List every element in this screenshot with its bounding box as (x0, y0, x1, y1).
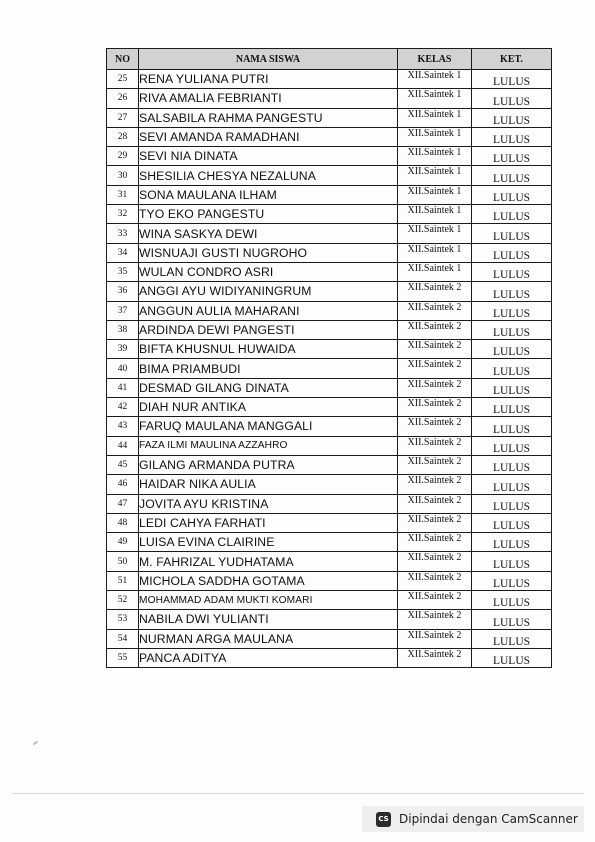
cell-no: 26 (107, 89, 139, 108)
cell-nama-siswa: HAIDAR NIKA AULIA (139, 475, 398, 494)
cell-kelas: XII.Saintek 1 (398, 166, 472, 185)
table-row (107, 494, 552, 513)
cell-ket: LULUS (472, 378, 552, 397)
table-row (107, 571, 552, 590)
table-row (107, 205, 552, 224)
table-row (107, 89, 552, 108)
table-row (107, 243, 552, 262)
cell-nama-siswa: WINA SASKYA DEWI (139, 224, 398, 243)
cell-ket: LULUS (472, 205, 552, 224)
cell-nama-siswa: SEVI AMANDA RAMADHANI (139, 127, 398, 146)
cell-kelas: XII.Saintek 2 (398, 552, 472, 571)
cell-kelas: XII.Saintek 2 (398, 320, 472, 339)
cell-kelas: XII.Saintek 2 (398, 513, 472, 532)
cell-nama-siswa: SEVI NIA DINATA (139, 147, 398, 166)
cell-kelas: XII.Saintek 2 (398, 340, 472, 359)
cell-kelas: XII.Saintek 2 (398, 475, 472, 494)
cell-nama-siswa: WULAN CONDRO ASRI (139, 262, 398, 281)
cell-nama-siswa: TYO EKO PANGESTU (139, 205, 398, 224)
cell-no: 50 (107, 552, 139, 571)
cell-ket: LULUS (472, 262, 552, 281)
cell-no: 33 (107, 224, 139, 243)
cell-ket: LULUS (472, 320, 552, 339)
table-row (107, 282, 552, 301)
cell-ket: LULUS (472, 127, 552, 146)
cell-ket: LULUS (472, 629, 552, 648)
cell-no: 38 (107, 320, 139, 339)
graduation-table (106, 48, 552, 668)
cell-no: 29 (107, 147, 139, 166)
cell-ket: LULUS (472, 359, 552, 378)
cell-nama-siswa: FAZA ILMI MAULINA AZZAHRO (139, 436, 398, 455)
cell-nama-siswa: SHESILIA CHESYA NEZALUNA (139, 166, 398, 185)
cell-ket: LULUS (472, 70, 552, 89)
table-row (107, 417, 552, 436)
cell-no: 40 (107, 359, 139, 378)
cell-ket: LULUS (472, 340, 552, 359)
table-row (107, 185, 552, 204)
cell-no: 30 (107, 166, 139, 185)
cell-ket: LULUS (472, 398, 552, 417)
cell-ket: LULUS (472, 185, 552, 204)
cell-no: 46 (107, 475, 139, 494)
cell-ket: LULUS (472, 533, 552, 552)
table-row (107, 475, 552, 494)
cell-kelas: XII.Saintek 1 (398, 70, 472, 89)
camscanner-text: Dipindai dengan CamScanner (399, 812, 578, 826)
cell-nama-siswa: LUISA EVINA CLAIRINE (139, 533, 398, 552)
cell-ket: LULUS (472, 552, 552, 571)
cell-ket: LULUS (472, 417, 552, 436)
cell-nama-siswa: NABILA DWI YULIANTI (139, 610, 398, 629)
table-row (107, 340, 552, 359)
camscanner-watermark (362, 806, 584, 832)
cell-ket: LULUS (472, 108, 552, 127)
cell-ket: LULUS (472, 591, 552, 610)
table-row (107, 108, 552, 127)
cell-ket: LULUS (472, 610, 552, 629)
cell-no: 55 (107, 648, 139, 667)
table-row (107, 127, 552, 146)
cell-ket: LULUS (472, 89, 552, 108)
cell-ket: LULUS (472, 282, 552, 301)
table-header-row (107, 49, 552, 70)
cell-nama-siswa: MOHAMMAD ADAM MUKTI KOMARI (139, 591, 398, 610)
cell-kelas: XII.Saintek 2 (398, 591, 472, 610)
cell-nama-siswa: ANGGUN AULIA MAHARANI (139, 301, 398, 320)
cell-no: 47 (107, 494, 139, 513)
table-row (107, 648, 552, 667)
scan-edge-line (12, 793, 584, 794)
table-row (107, 262, 552, 281)
cell-nama-siswa: DIAH NUR ANTIKA (139, 398, 398, 417)
cell-no: 36 (107, 282, 139, 301)
table-row (107, 455, 552, 474)
cell-kelas: XII.Saintek 1 (398, 108, 472, 127)
cell-nama-siswa: DESMAD GILANG DINATA (139, 378, 398, 397)
cell-nama-siswa: ANGGI AYU WIDIYANINGRUM (139, 282, 398, 301)
table-row (107, 610, 552, 629)
cell-no: 31 (107, 185, 139, 204)
camscanner-logo-icon: CS (376, 812, 391, 827)
table-row (107, 513, 552, 532)
cell-no: 54 (107, 629, 139, 648)
table-row (107, 552, 552, 571)
cell-no: 49 (107, 533, 139, 552)
cell-kelas: XII.Saintek 2 (398, 417, 472, 436)
cell-no: 34 (107, 243, 139, 262)
cell-no: 39 (107, 340, 139, 359)
scan-speck (33, 741, 38, 746)
header-ket: KET. (472, 49, 552, 70)
table-row (107, 224, 552, 243)
table-row (107, 533, 552, 552)
cell-kelas: XII.Saintek 1 (398, 262, 472, 281)
cell-kelas: XII.Saintek 2 (398, 301, 472, 320)
cell-kelas: XII.Saintek 1 (398, 185, 472, 204)
cell-kelas: XII.Saintek 1 (398, 147, 472, 166)
cell-kelas: XII.Saintek 2 (398, 533, 472, 552)
cell-nama-siswa: SONA MAULANA ILHAM (139, 185, 398, 204)
cell-kelas: XII.Saintek 2 (398, 455, 472, 474)
cell-nama-siswa: RENA YULIANA PUTRI (139, 70, 398, 89)
cell-no: 35 (107, 262, 139, 281)
cell-nama-siswa: BIMA PRIAMBUDI (139, 359, 398, 378)
cell-ket: LULUS (472, 455, 552, 474)
cell-kelas: XII.Saintek 2 (398, 494, 472, 513)
cell-nama-siswa: NURMAN ARGA MAULANA (139, 629, 398, 648)
table-row (107, 629, 552, 648)
cell-ket: LULUS (472, 301, 552, 320)
cell-kelas: XII.Saintek 1 (398, 224, 472, 243)
cell-nama-siswa: M. FAHRIZAL YUDHATAMA (139, 552, 398, 571)
cell-no: 28 (107, 127, 139, 146)
table-body (107, 70, 552, 668)
cell-kelas: XII.Saintek 1 (398, 243, 472, 262)
cell-nama-siswa: WISNUAJI GUSTI NUGROHO (139, 243, 398, 262)
cell-no: 51 (107, 571, 139, 590)
cell-nama-siswa: LEDI CAHYA FARHATI (139, 513, 398, 532)
cell-kelas: XII.Saintek 2 (398, 398, 472, 417)
cell-ket: LULUS (472, 166, 552, 185)
table-row (107, 591, 552, 610)
cell-nama-siswa: ARDINDA DEWI PANGESTI (139, 320, 398, 339)
cell-no: 41 (107, 378, 139, 397)
cell-nama-siswa: FARUQ MAULANA MANGGALI (139, 417, 398, 436)
cell-nama-siswa: SALSABILA RAHMA PANGESTU (139, 108, 398, 127)
cell-kelas: XII.Saintek 2 (398, 571, 472, 590)
cell-nama-siswa: PANCA ADITYA (139, 648, 398, 667)
cell-kelas: XII.Saintek 2 (398, 436, 472, 455)
table-row (107, 378, 552, 397)
table-row (107, 436, 552, 455)
cell-kelas: XII.Saintek 1 (398, 205, 472, 224)
cell-no: 43 (107, 417, 139, 436)
cell-ket: LULUS (472, 513, 552, 532)
cell-no: 44 (107, 436, 139, 455)
cell-ket: LULUS (472, 436, 552, 455)
cell-nama-siswa: JOVITA AYU KRISTINA (139, 494, 398, 513)
cell-ket: LULUS (472, 494, 552, 513)
table-row (107, 70, 552, 89)
cell-nama-siswa: RIVA AMALIA FEBRIANTI (139, 89, 398, 108)
table-row (107, 398, 552, 417)
cell-kelas: XII.Saintek 2 (398, 282, 472, 301)
cell-no: 48 (107, 513, 139, 532)
cell-nama-siswa: BIFTA KHUSNUL HUWAIDA (139, 340, 398, 359)
cell-ket: LULUS (472, 475, 552, 494)
table-row (107, 166, 552, 185)
cell-ket: LULUS (472, 224, 552, 243)
cell-kelas: XII.Saintek 2 (398, 378, 472, 397)
cell-kelas: XII.Saintek 2 (398, 648, 472, 667)
header-kelas: KELAS (398, 49, 472, 70)
cell-kelas: XII.Saintek 1 (398, 127, 472, 146)
cell-ket: LULUS (472, 648, 552, 667)
cell-kelas: XII.Saintek 2 (398, 629, 472, 648)
cell-ket: LULUS (472, 243, 552, 262)
cell-ket: LULUS (472, 147, 552, 166)
cell-no: 45 (107, 455, 139, 474)
table-row (107, 320, 552, 339)
header-no: NO (107, 49, 139, 70)
cell-no: 52 (107, 591, 139, 610)
cell-no: 42 (107, 398, 139, 417)
cell-nama-siswa: MICHOLA SADDHA GOTAMA (139, 571, 398, 590)
cell-no: 53 (107, 610, 139, 629)
header-nama-siswa: NAMA SISWA (139, 49, 398, 70)
cell-nama-siswa: GILANG ARMANDA PUTRA (139, 455, 398, 474)
table-row (107, 147, 552, 166)
cell-kelas: XII.Saintek 2 (398, 610, 472, 629)
cell-no: 32 (107, 205, 139, 224)
cell-kelas: XII.Saintek 2 (398, 359, 472, 378)
cell-no: 27 (107, 108, 139, 127)
cell-no: 37 (107, 301, 139, 320)
cell-kelas: XII.Saintek 1 (398, 89, 472, 108)
table-row (107, 359, 552, 378)
table-row (107, 301, 552, 320)
cell-ket: LULUS (472, 571, 552, 590)
cell-no: 25 (107, 70, 139, 89)
